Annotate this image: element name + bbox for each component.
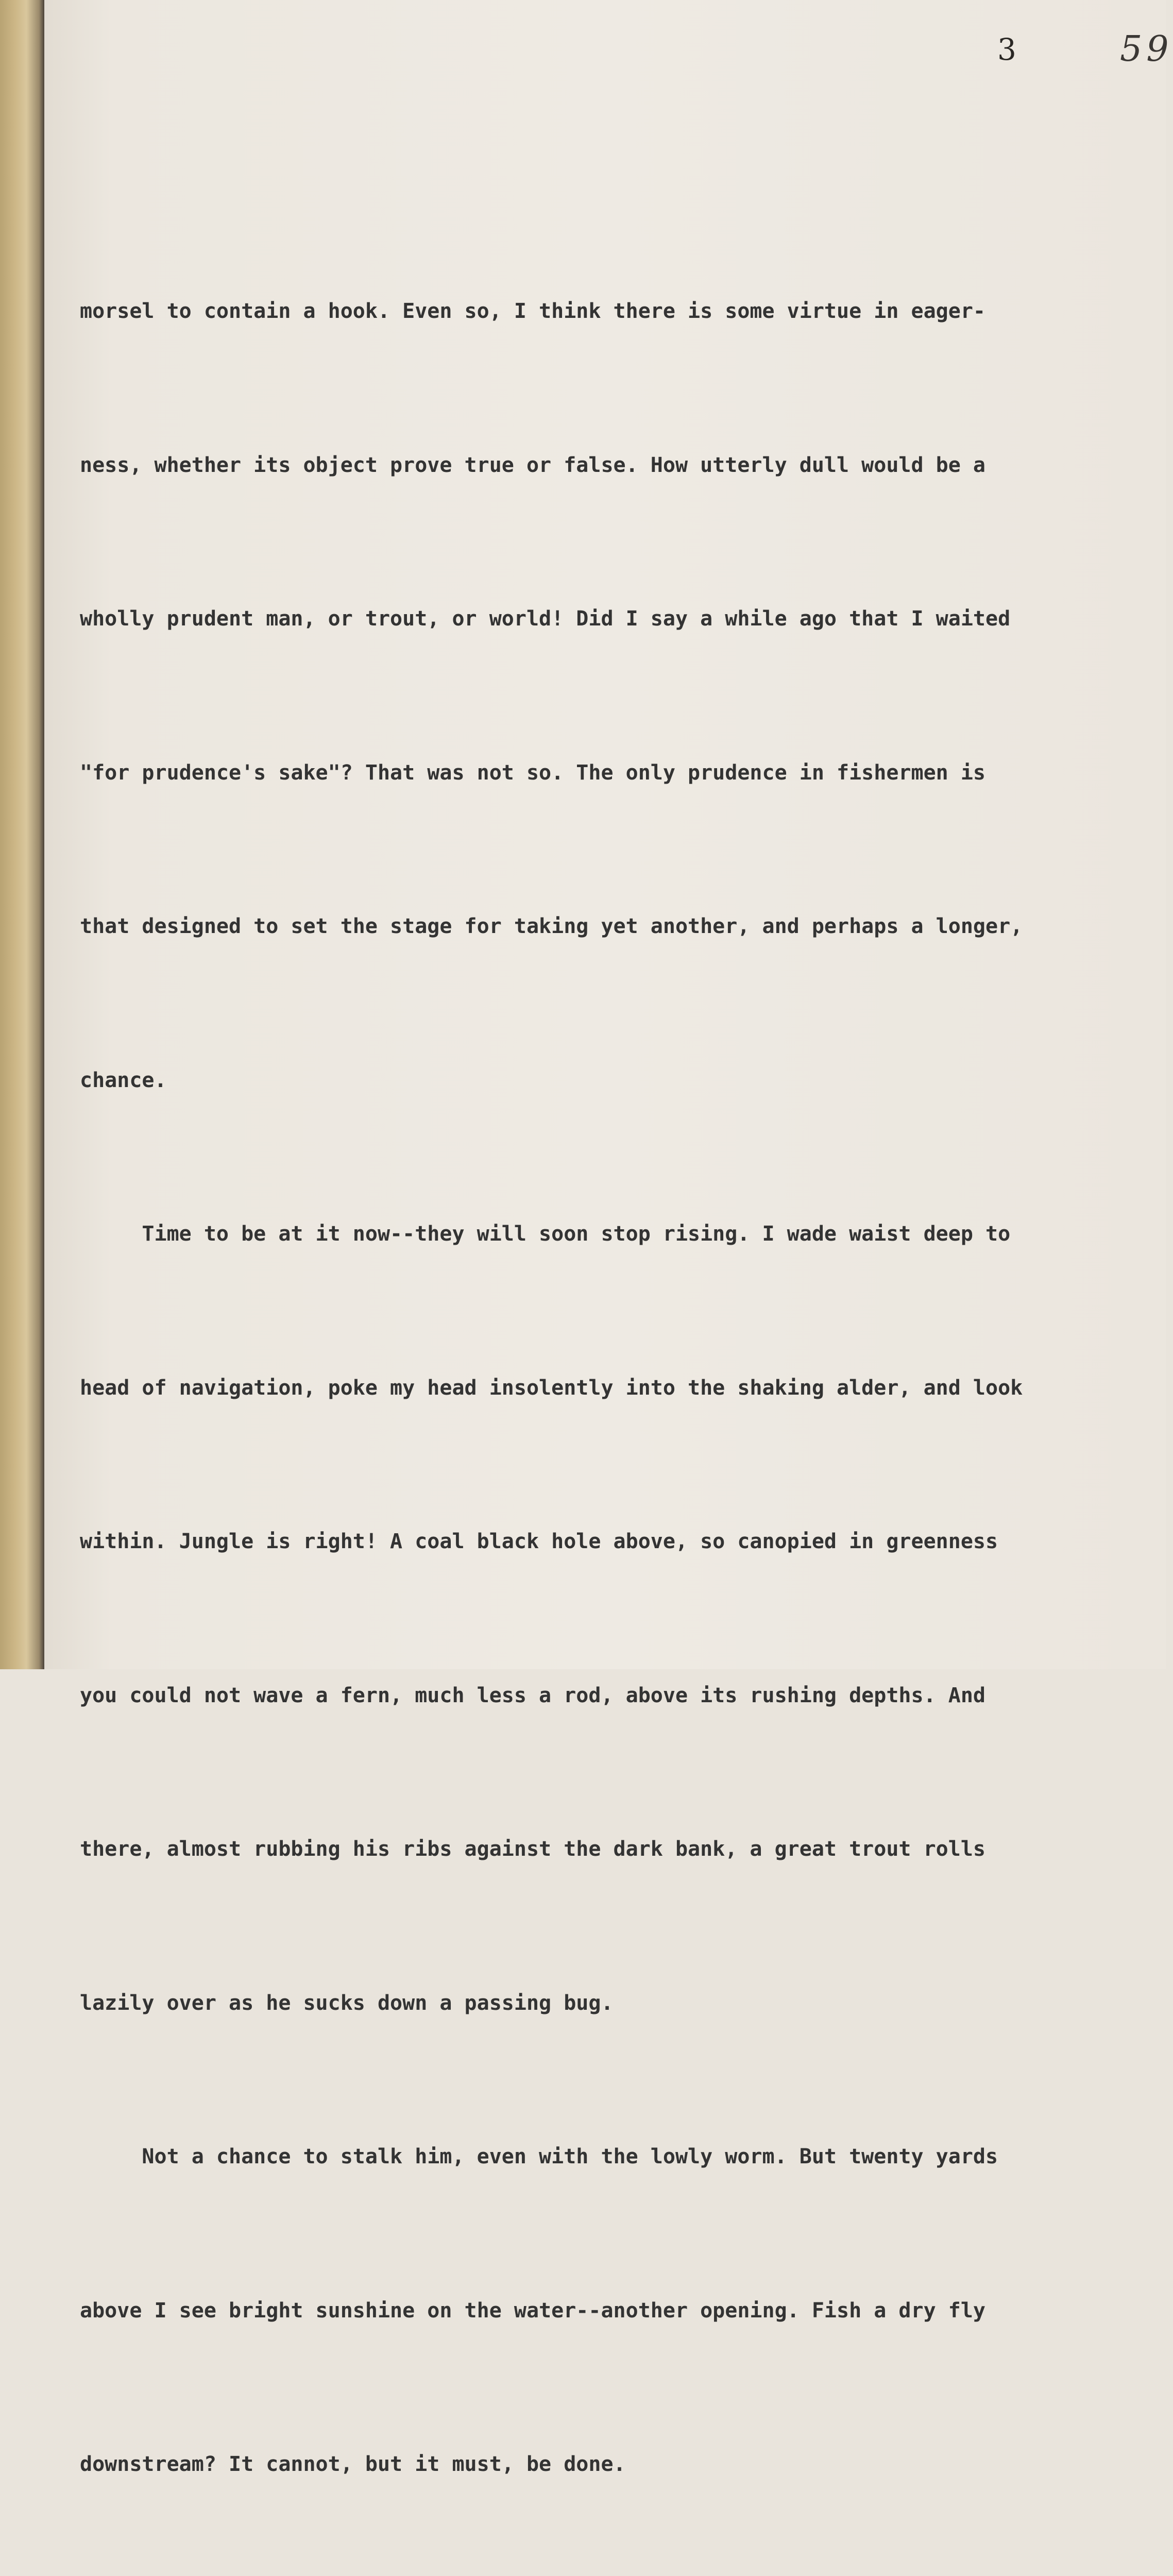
text-line: chance. (80, 1068, 167, 1092)
text-line: "for prudence's sake"? That was not so. The only prudence in fishermen is (80, 760, 985, 785)
text-line: Time to be at it now--they will soon stop rising. I wade waist deep to (80, 1222, 1011, 1246)
text-line: Not a chance to stalk him, even with the lowly worm. But twenty yards (80, 2145, 998, 2168)
text-line: downstream? It cannot, but it must, be done. (80, 2452, 626, 2476)
text-line: within. Jungle is right! A coal black hole above, so canopied in greenness (80, 1530, 998, 1553)
text-line: wholly prudent man, or trout, or world! Did I say a while ago that I waited (80, 607, 1011, 631)
text-line: ness, whether its object prove true or false. How utterly dull would be a (80, 453, 985, 477)
body-text (80, 183, 1074, 2576)
page-number: 3 (997, 32, 1016, 67)
text-line: lazily over as he sucks down a passing bug. (80, 1991, 614, 2015)
book-binding-edge (0, 0, 44, 1669)
text-line: there, almost rubbing his ribs against the dark bank, a great trout rolls (80, 1837, 985, 1861)
text-line: you could not wave a fern, much less a rod, above its rushing depths. And (80, 1683, 985, 1707)
text-line: above I see bright sunshine on the water--another opening. Fish a dry fly (80, 2298, 985, 2323)
text-line: morsel to contain a hook. Even so, I think there is some virtue in eager- (80, 299, 985, 323)
text-line: head of navigation, poke my head insolently into the shaking alder, and look (80, 1376, 1023, 1400)
handwritten-folio-number: 59 (1120, 29, 1173, 70)
text-line: that designed to set the stage for taking yet another, and perhaps a longer, (80, 914, 1023, 938)
